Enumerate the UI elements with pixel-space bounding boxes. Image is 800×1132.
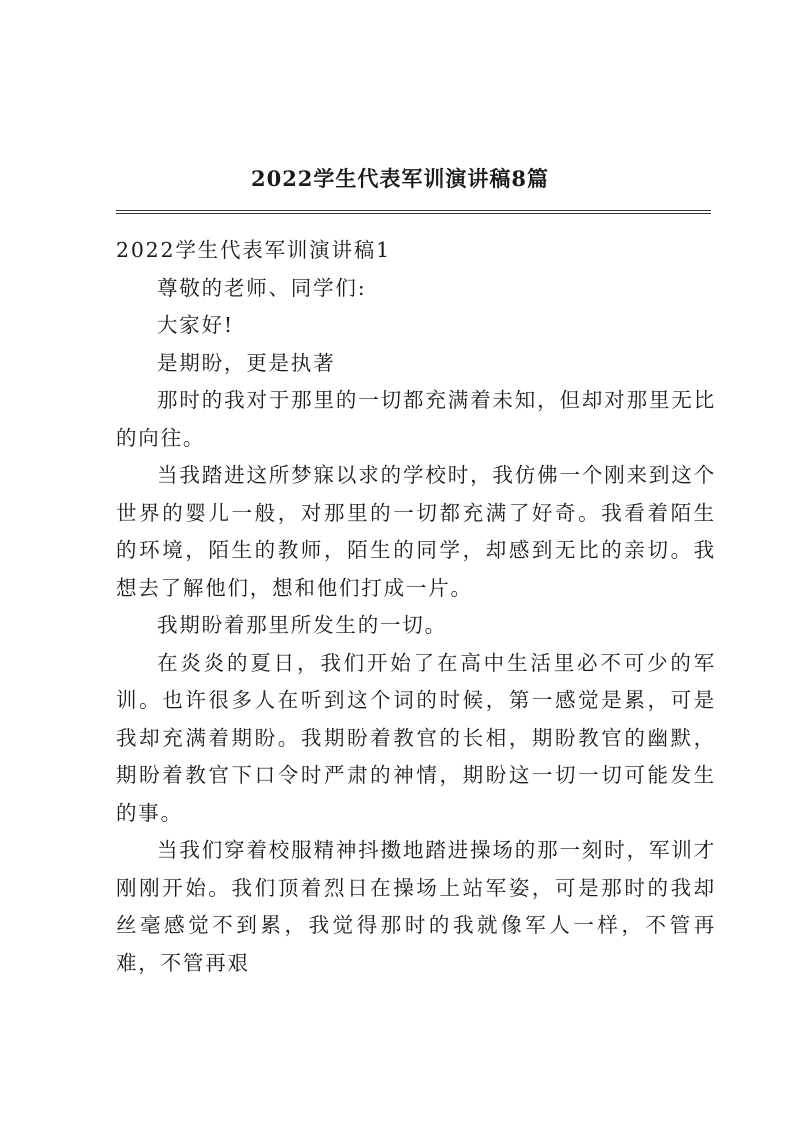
document-title: 2022学生代表军训演讲稿8篇: [250, 166, 550, 191]
document-body: [116, 232, 716, 982]
paragraph: 当我们穿着校服精神抖擞地踏进操场的那一刻时，军训才刚刚开始。我们顶着烈日在操场上站军姿，可是那时的我却丝毫感觉不到累，我觉得那时的我就像军人一样，不管再难，不管再艰: [116, 838, 716, 975]
paragraph-salutation: 尊敬的老师、同学们:: [157, 275, 367, 300]
paragraph: 在炎炎的夏日，我们开始了在高中生活里必不可少的军训。也许很多人在听到这个词的时候，第一感觉是累，可是我却充满着期盼。我期盼着教官的长相，期盼教官的幽默，期盼着教官下口令时严肃的神情，期盼这一切一切可能发生的事。: [116, 650, 716, 825]
paragraph: 那时的我对于那里的一切都充满着未知，但却对那里无比的向往。: [116, 388, 716, 450]
paragraph: 当我踏进这所梦寐以求的学校时，我仿佛一个刚来到这个世界的婴儿一般，对那里的一切都充满了好奇。我看着陌生的环境，陌生的教师，陌生的同学，却感到无比的亲切。我想去了解他们，想和他们打成一片。: [116, 463, 716, 600]
paragraph-subtitle: 是期盼，更是执著: [157, 350, 336, 375]
section-heading: 2022学生代表军训演讲稿1: [116, 238, 391, 262]
paragraph-greeting: 大家好!: [157, 313, 234, 337]
title-double-rule: [116, 210, 711, 214]
paragraph: 我期盼着那里所发生的一切。: [157, 613, 447, 637]
